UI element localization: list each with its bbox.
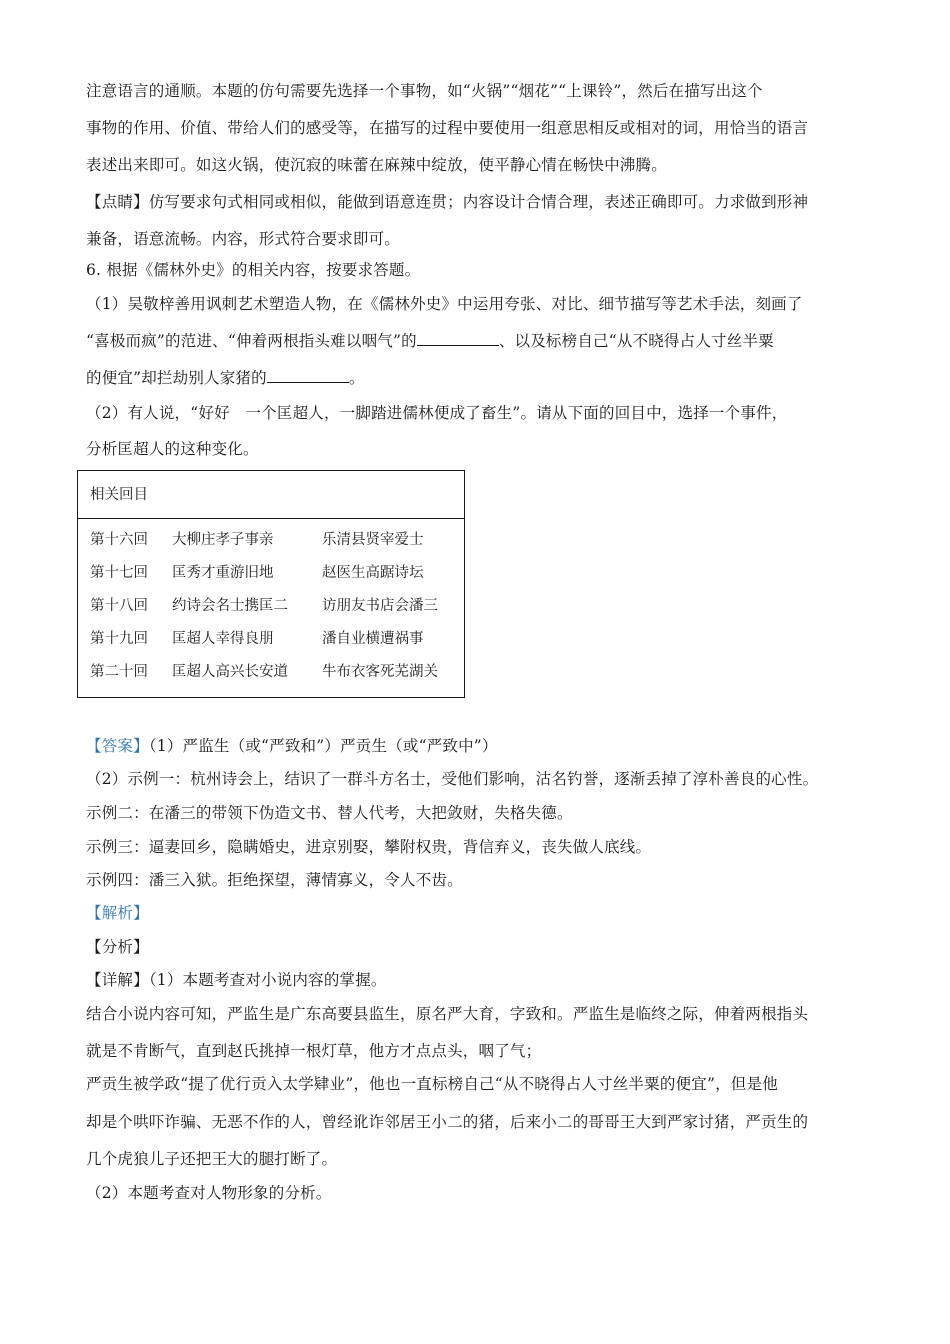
chapter-table (77, 470, 465, 698)
text-segment: 、以及标榜自己“从不晓得占人寸丝半粟 (498, 332, 774, 350)
answer-line: 示例三：逼妻回乡，隐瞒婚史，进京别娶，攀附权贵，背信弃义，丧失做人底线。 (86, 838, 652, 856)
answer-blank (267, 367, 349, 383)
table-row (90, 528, 460, 552)
table-row (90, 594, 460, 618)
answer-text: （1）严监生（或“严致和”）严贡生（或“严致中”） (148, 737, 498, 755)
detail-line: （2）本题考查对人物形象的分析。 (86, 1184, 332, 1202)
analysis-tag: 【解析】 (86, 904, 149, 922)
detail-line: 就是不肯断气，直到赵氏挑掉一根灯草，他方才点点头，咽了气； (86, 1042, 542, 1060)
question-6-part2-line: （2）有人说，“好好 一个匡超人，一脚踏进儒林便成了畜生”。请从下面的回目中，选择一个事件， (86, 404, 788, 422)
detail-line: 几个虎狼儿子还把王大的腿打断了。 (86, 1150, 338, 1168)
paragraph-line: 注意语言的通顺。本题的仿句需要先选择一个事物，如“火锅”“烟花”“上课铃”，然后在描写出这个 (86, 82, 763, 100)
question-6-part1-line: （1）吴敬梓善用讽刺艺术塑造人物，在《儒林外史》中运用夸张、对比、细节描写等艺术手法，刻画了 (86, 295, 803, 313)
chapter-title-b: 牛布衣客死芜湖关 (322, 664, 438, 680)
chapter-title-b: 访朋友书店会潘三 (322, 598, 438, 614)
detail-line: 却是个哄吓诈骗、无恶不作的人，曾经讹诈邻居王小二的猪，后来小二的哥哥王大到严家讨猪，严贡生的 (86, 1113, 809, 1131)
answer-blank (417, 330, 499, 346)
chapter-title-b: 潘自业横遭祸事 (322, 631, 424, 647)
table-row (90, 627, 460, 651)
chapter-number: 第十六回 (90, 532, 148, 548)
text-segment: 的便宜”却拦劫别人家猪的 (86, 369, 267, 387)
chapter-title-b: 乐清县贤宰爱士 (322, 532, 424, 548)
answer-line: （2）示例一：杭州诗会上，结识了一群斗方名士，受他们影响，沽名钓誉，逐渐丢掉了淳朴善良的心性。 (86, 770, 819, 788)
answer-line (86, 735, 876, 757)
answer-tag: 【答案】 (86, 737, 149, 755)
chapter-number: 第二十回 (90, 664, 148, 680)
chapter-number: 第十九回 (90, 631, 148, 647)
chapter-title-a: 匡秀才重游旧地 (172, 565, 274, 581)
table-header-label: 相关回目 (90, 487, 148, 503)
detail-text: （1）本题考查对小说内容的掌握。 (148, 971, 387, 989)
detail-line (86, 969, 876, 991)
answer-line: 示例二：在潘三的带领下伪造文书、替人代考，大把敛财，失格失德。 (86, 804, 573, 822)
paragraph-line: 事物的作用、价值、带给人们的感受等，在描写的过程中要使用一组意思相反或相对的词，用恰当的语言 (86, 119, 809, 137)
answer-line: 示例四：潘三入狱。拒绝探望，薄情寡义，令人不齿。 (86, 871, 463, 889)
text-segment: “喜极而疯”的范进、“伸着两根指头难以咽气”的 (86, 332, 417, 350)
table-row (90, 561, 460, 585)
paragraph-line: 兼备，语意流畅。内容，形式符合要求即可。 (86, 230, 401, 248)
detail-line: 结合小说内容可知，严监生是广东高要县监生，原名严大育，字致和。严监生是临终之际，伸着两根指头 (86, 1005, 809, 1023)
chapter-number: 第十八回 (90, 598, 148, 614)
detail-tag: 【详解】 (86, 971, 149, 989)
text-segment: 。 (348, 369, 365, 387)
table-header (78, 471, 464, 519)
chapter-number: 第十七回 (90, 565, 148, 581)
fenxi-tag: 【分析】 (86, 938, 149, 956)
table-row (90, 660, 460, 684)
chapter-title-a: 匡超人高兴长安道 (172, 664, 288, 680)
paragraph-line: 表述出来即可。如这火锅，使沉寂的味蕾在麻辣中绽放，使平静心情在畅快中沸腾。 (86, 156, 667, 174)
chapter-title-a: 约诗会名士携匡二 (172, 598, 288, 614)
question-6-part2-line: 分析匡超人的这种变化。 (86, 440, 259, 458)
question-6-part1-line (86, 367, 876, 389)
question-6-title: 6. 根据《儒林外史》的相关内容，按要求答题。 (86, 261, 421, 279)
chapter-title-a: 大柳庄孝子事亲 (172, 532, 274, 548)
chapter-title-a: 匡超人幸得良朋 (172, 631, 274, 647)
dianjing-line: 【点睛】仿写要求句式相同或相似，能做到语意连贯；内容设计合情合理，表述正确即可。力求做到形神 (86, 193, 809, 211)
question-6-part1-line (86, 330, 876, 352)
chapter-title-b: 赵医生高踞诗坛 (322, 565, 424, 581)
detail-line: 严贡生被学政“提了优行贡入太学肄业”，他也一直标榜自己“从不晓得占人寸丝半粟的便宜”，但是他 (86, 1075, 778, 1093)
